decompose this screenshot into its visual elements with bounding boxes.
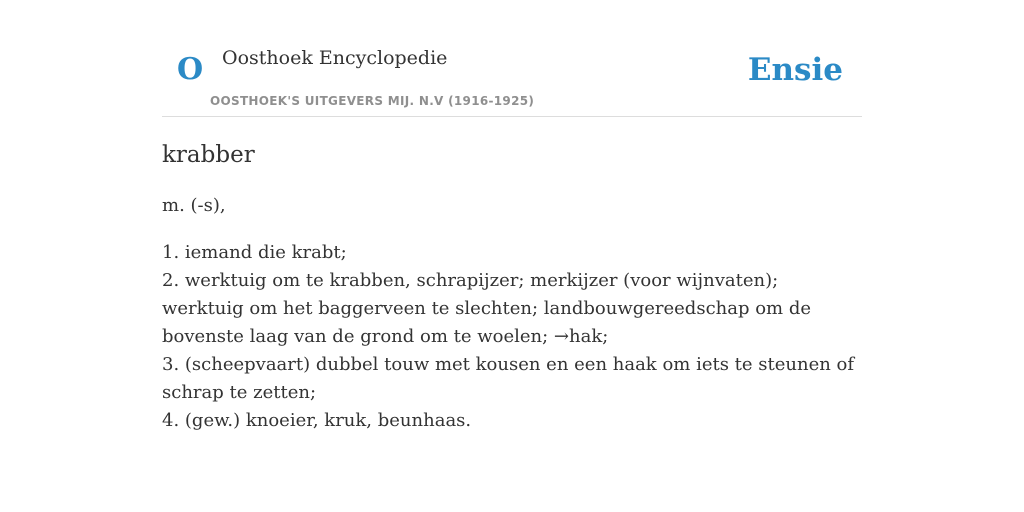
definition-item [162,351,862,407]
definition-suffix: ; [602,326,609,347]
brand-logo-link[interactable]: Ensie [747,52,843,88]
definition-text: 1. iemand die krabt; [162,242,347,263]
definitions-list [162,239,862,435]
definition-text: 4. (gew.) knoeier, kruk, beunhaas. [162,410,472,431]
definition-item [162,267,862,351]
publisher-label: OOSTHOEK'S UITGEVERS MIJ. N.V (1916-1925) [210,94,535,108]
definition-item [162,239,862,267]
source-logo: O [177,52,204,87]
definition-text: 3. (scheepvaart) dubbel touw met kousen en een haak om iets te steunen of schrap te zetten; [162,354,855,403]
definition-text: 2. werktuig om te krabben, schrapijzer; merkijzer (voor wijnvaten); werktuig om het baggerveen te slechten; landbouwgereedschap om de bovenste laag van de grond om te woelen; [162,270,812,347]
source-title-link[interactable]: Oosthoek Encyclopedie [222,47,448,69]
cross-reference-link[interactable]: →hak [553,326,603,347]
source-header [162,0,862,117]
definition-item [162,407,862,435]
page [162,0,862,431]
grammar-info: m. (-s), [162,195,226,216]
headword: krabber [162,142,255,168]
